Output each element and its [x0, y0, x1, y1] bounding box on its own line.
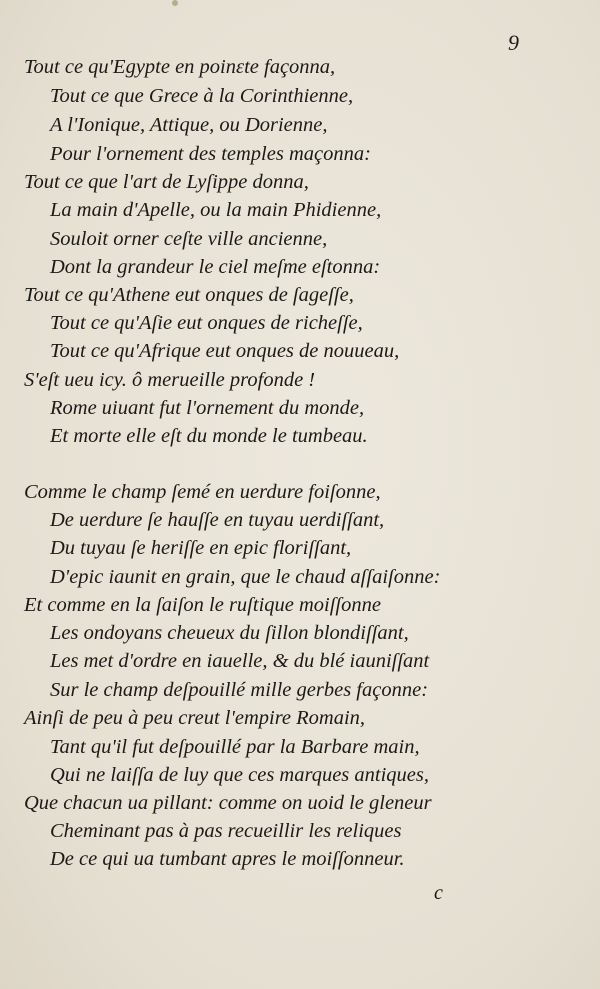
- verse-line: Tout ce qu'Egypte en poinɛte façonna,: [24, 56, 336, 78]
- verse-line: Tout ce qu'Athene eut onques de ſageſſe,: [24, 284, 354, 306]
- verse-line: Les ondoyans cheueux du ſillon blondiſſant,: [50, 622, 409, 644]
- verse-line: Tout ce qu'Afrique eut onques de nouueau,: [50, 340, 400, 362]
- verse-line: Souloit orner ceſte ville ancienne,: [50, 228, 328, 250]
- signature-mark: c: [434, 882, 443, 904]
- verse-line: De uerdure ſe hauſſe en tuyau uerdiſſant,: [50, 509, 385, 531]
- verse-line: Tout ce que Grece à la Corinthienne,: [50, 85, 354, 107]
- ink-dot: [172, 0, 178, 6]
- verse-line: Que chacun ua pillant: comme on uoid le gleneur: [24, 792, 432, 814]
- verse-line: D'epic iaunit en grain, que le chaud aſſaiſonne:: [50, 566, 441, 588]
- verse-line: Et comme en la ſaiſon le ruſtique moiſſonne: [24, 594, 381, 616]
- verse-line: Qui ne laiſſa de luy que ces marques antiques,: [50, 764, 429, 786]
- verse-line: Tout ce que l'art de Lyſippe donna,: [24, 171, 309, 193]
- verse-line: A l'Ionique, Attique, ou Dorienne,: [50, 114, 328, 136]
- verse-line: Pour l'ornement des temples maçonna:: [50, 143, 371, 165]
- verse-line: La main d'Apelle, ou la main Phidienne,: [50, 199, 382, 221]
- verse-line: Sur le champ deſpouillé mille gerbes façonne:: [50, 679, 429, 701]
- page-number: 9: [508, 30, 519, 55]
- verse-line: Les met d'ordre en iauelle, & du blé iauniſſant: [50, 650, 430, 672]
- verse-line: Cheminant pas à pas recueillir les reliques: [50, 820, 402, 842]
- verse-line: De ce qui ua tumbant apres le moiſſonneur.: [50, 848, 405, 870]
- verse-line: Et morte elle eſt du monde le tumbeau.: [50, 425, 368, 447]
- verse-line: Dont la grandeur le ciel meſme eſtonna:: [50, 256, 381, 278]
- verse-line: Tout ce qu'Aſie eut onques de richeſſe,: [50, 312, 363, 334]
- verse-line: Ainſi de peu à peu creut l'empire Romain,: [24, 707, 366, 729]
- verse-line: S'eſt ueu icy. ô merueille profonde !: [24, 369, 316, 391]
- verse-line: Comme le champ ſemé en uerdure foiſonne,: [24, 481, 381, 503]
- verse-line: Tant qu'il fut deſpouillé par la Barbare main,: [50, 736, 420, 758]
- verse-line: Du tuyau ſe heriſſe en epic floriſſant,: [50, 537, 352, 559]
- verse-line: Rome uiuant fut l'ornement du monde,: [50, 397, 365, 419]
